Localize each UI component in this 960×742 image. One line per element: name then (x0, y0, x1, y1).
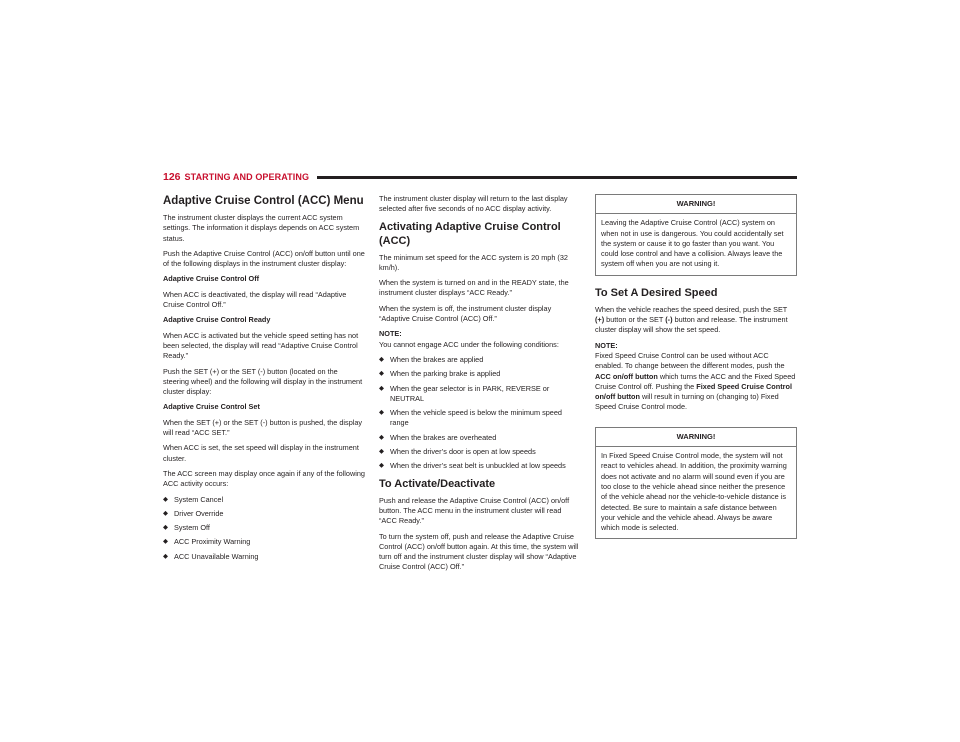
paragraph: The instrument cluster display will return to the last display selected after five seconds of no ACC display activity. (379, 194, 568, 214)
note-text: You cannot engage ACC under the following conditions: (379, 339, 559, 349)
list-item: ◆ When the brakes are applied (379, 355, 581, 365)
warning-title: WARNING! (596, 195, 796, 214)
list-item: ◆ ACC Proximity Warning (163, 537, 365, 547)
heading-activate-deactivate: To Activate/Deactivate (379, 477, 496, 490)
acc-activity-list (163, 495, 365, 562)
paragraph: The ACC screen may display once again if any of the following ACC activity occurs: (163, 468, 365, 489)
paragraph: When the system is turned on and in the READY state, the instrument cluster displays “ACC Ready.” (379, 278, 569, 298)
list-item: ◆ System Off (163, 523, 365, 533)
paragraph: Push the Adaptive Cruise Control (ACC) on/off button until one of the following displays in the instrument cluster display: (163, 248, 365, 269)
paragraph: Push and release the Adaptive Cruise Control (ACC) on/off button. The ACC menu in the instrument cluster will read “ACC Ready.” (379, 495, 570, 526)
note-label: NOTE: (379, 329, 402, 339)
warning-box (595, 427, 797, 540)
paragraph: When the vehicle reaches the speed desired, push the SET (+) button or the SET (-) button and release. The instrument cluster display will show the set speed. (595, 304, 788, 335)
page-number: 126 (163, 171, 181, 183)
paragraph: When ACC is activated but the vehicle speed setting has not been selected, the display will read “Adaptive Cruise Control Ready.” (163, 330, 359, 361)
paragraph: The instrument cluster displays the current ACC system settings. The information it displays depends on ACC system status. (163, 213, 360, 243)
list-item: ◆ System Cancel (163, 495, 365, 505)
warning-box (595, 194, 797, 276)
warning-text: In Fixed Speed Cruise Control mode, the system will not react to vehicles ahead. In addition, the proximity warning does not activate and no alarm will sound even if you are too close to the vehicle ahead since neither the presence of the vehicle ahead nor the vehicle-to-vehicle distance is detected. Be sure to maintain a safe distance between your vehicle and the vehicle ahead. Always be aware which mode is selected. (601, 451, 787, 533)
section-title: STARTING AND OPERATING (184, 172, 310, 182)
heading-activating-acc: Activating Adaptive Cruise Control (ACC) (379, 220, 561, 247)
column-right (595, 194, 797, 549)
paragraph: When the system is off, the instrument cluster display “Adaptive Cruise Control (ACC) Off.” (379, 303, 552, 324)
page-header (163, 171, 797, 183)
paragraph: When the SET (+) or the SET (-) button is pushed, the display will read “ACC SET.” (163, 417, 363, 438)
list-item: ◆ When the driver’s seat belt is unbuckled at low speeds (379, 461, 581, 471)
list-item: ◆ When the gear selector is in PARK, REVERSE or NEUTRAL (379, 384, 581, 405)
note-label: NOTE: (595, 340, 618, 350)
list-item: ◆ Driver Override (163, 509, 365, 519)
header-rule (317, 176, 797, 179)
list-item: ◆ When the vehicle speed is below the minimum speed range (379, 408, 581, 429)
list-item: ◆ ACC Unavailable Warning (163, 552, 365, 562)
subheading-acc-set: Adaptive Cruise Control Set (163, 402, 260, 412)
list-item: ◆ When the parking brake is applied (379, 369, 581, 379)
paragraph: To turn the system off, push and release the Adaptive Cruise Control (ACC) on/off button again. At this time, the system will turn off and the instrument cluster display will show “Adaptive Cruise Control (ACC) Off.” (379, 531, 579, 572)
column-left (163, 194, 365, 567)
subheading-acc-ready: Adaptive Cruise Control Ready (163, 315, 271, 325)
heading-acc-menu: Adaptive Cruise Control (ACC) Menu (163, 195, 364, 207)
paragraph: When ACC is deactivated, the display will read “Adaptive Cruise Control Off.” (163, 289, 347, 310)
subheading-acc-off: Adaptive Cruise Control Off (163, 274, 260, 284)
list-item: ◆ When the brakes are overheated (379, 433, 581, 443)
paragraph: The minimum set speed for the ACC system is 20 mph (32 km/h). (379, 252, 568, 272)
paragraph: Push the SET (+) or the SET (-) button (located on the steering wheel) and the following will display in the instrument cluster display: (163, 366, 363, 397)
note-text: Fixed Speed Cruise Control can be used without ACC enabled. To change between the different modes, push the ACC on/off button which turns the ACC and the Fixed Speed Cruise Control off. Pushing the Fixed Speed Cruise Control on/off button will result in turning on (changing to) Fixed Speed Cruise Control mode. (595, 350, 796, 412)
paragraph: When ACC is set, the set speed will display in the instrument cluster. (163, 443, 359, 463)
warning-text: Leaving the Adaptive Cruise Control (ACC) system on when not in use is dangerous. You could accidentally set the system or cause it to go faster than you want. You could lose control and have a collision. Always leave the system off when you are not using it. (601, 218, 784, 269)
engage-conditions-list (379, 355, 581, 472)
warning-title: WARNING! (596, 428, 796, 447)
column-middle (379, 194, 581, 578)
heading-set-speed: To Set A Desired Speed (595, 286, 718, 299)
list-item: ◆ When the driver’s door is open at low speeds (379, 447, 581, 457)
